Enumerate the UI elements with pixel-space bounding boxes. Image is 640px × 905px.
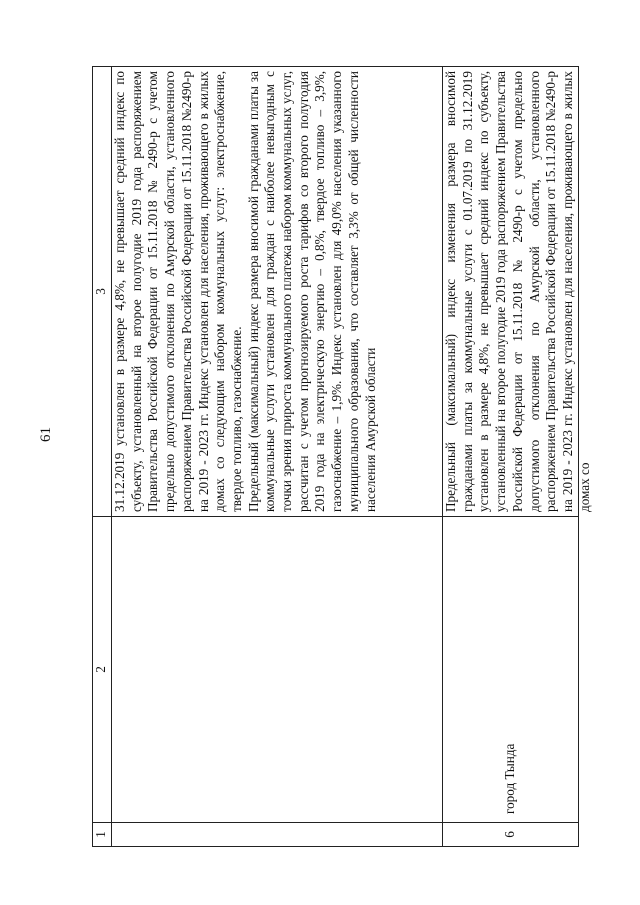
row-number <box>112 823 443 847</box>
header-col-2: 2 <box>93 517 112 823</box>
table-row <box>112 67 443 847</box>
table-row <box>443 67 579 847</box>
header-col-3: 3 <box>93 67 112 517</box>
municipality-name: город Тында <box>443 517 579 823</box>
header-col-1: 1 <box>93 823 112 847</box>
index-description <box>443 67 592 517</box>
paragraph: Предельный (максимальный) индекс изменения размера вносимой гражданами платы за коммунальные услуги с 01.07.2019 по 31.12.2019 установлен в размере 4,8%, не превышает средний индекс по субъекту, установленный на второе полугодие 2019 года распоряжением Правительства Российской Федерации от 15.11.2018 № 2490-р с учетом предельно допустимого отклонения по Амурской области, установленного распоряжением Правительства Российской Федерации от 15.11.2018 №2490-р на 2019 - 2023 гг. Индекс установлен для населения, проживающего в жилых домах со <box>443 71 592 512</box>
table-header-row <box>93 67 112 847</box>
paragraph: 31.12.2019 установлен в размере 4,8%, не превышает средний индекс по субъекту, установленный на второе полугодие 2019 года распоряжением Правительства Российской Федерации от 15.11.2018 № 2490-р с учетом предельно допустимого отклонения по Амурской области, установленного распоряжением Правительства Российской Федерации от 15.11.2018 №2490-р на 2019 - 2023 гг. Индекс установлен для населения, проживающего в жилых домах со следующим набором коммунальных услуг: электроснабжение, твердое топливо, газоснабжение. <box>112 71 244 512</box>
municipality-name <box>112 517 443 823</box>
paragraph: Предельный (максимальный) индекс размера вносимой гражданами платы за коммунальные услуги установлен для граждан с наиболее невыгодным с точки зрения прироста коммунального платежа набором коммунальных услуг, рассчитан с учетом прогнозируемого роста тарифов со второго полугодия 2019 года на электрическую энергию – 0,8%, твердое топливо – 3,9%, газоснабжение – 1,9%. Индекс установлен для 49,0% населения указанного муниципального образования, что составляет 3,3% от общей численности населения Амурской области <box>245 71 378 512</box>
row-number: 6 <box>443 823 579 847</box>
page-number-text: 61 <box>38 427 54 442</box>
document-table <box>92 67 592 847</box>
index-description <box>112 67 443 517</box>
page-number <box>38 427 55 442</box>
